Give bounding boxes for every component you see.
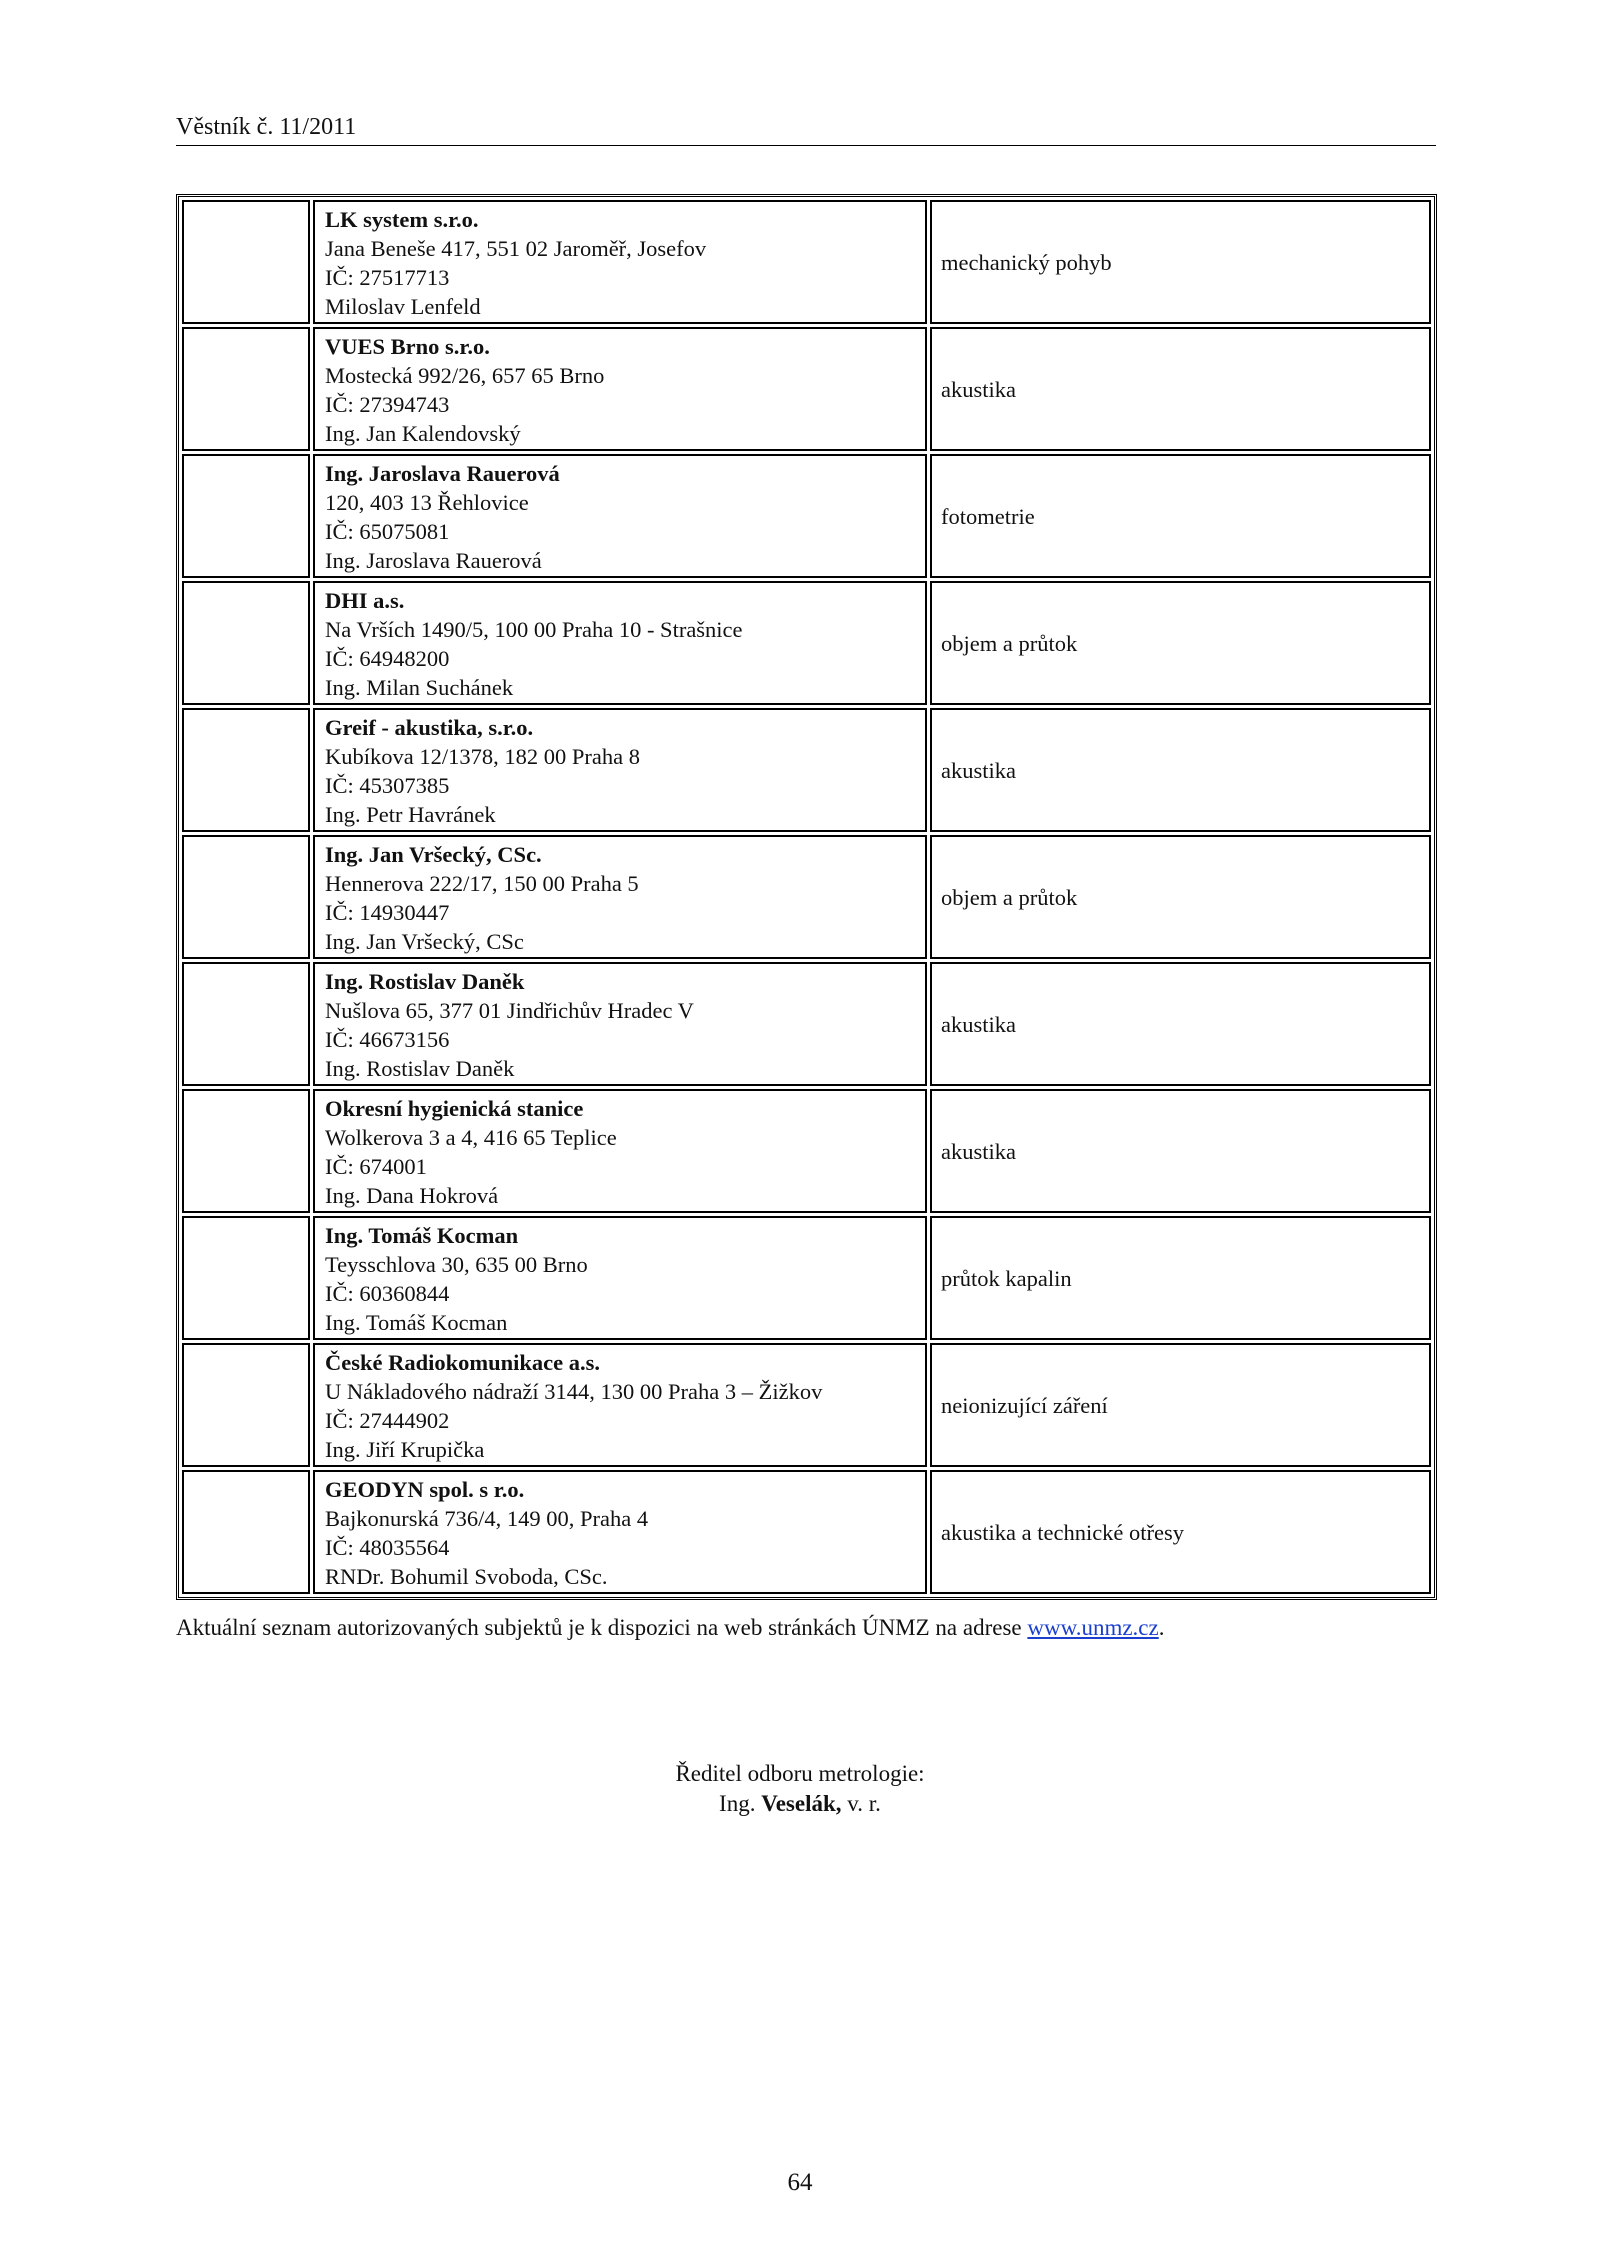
organization-cell — [313, 454, 927, 578]
organization-ic: IČ: 27394743 — [325, 392, 450, 417]
organization-name: Okresní hygienická stanice — [325, 1096, 584, 1121]
organization-cell — [313, 708, 927, 832]
empty-cell — [182, 1089, 310, 1213]
organization-cell — [313, 962, 927, 1086]
journal-title: Věstník č. 11/2011 — [176, 114, 357, 140]
measurement-field-cell: objem a průtok — [930, 835, 1431, 959]
empty-cell — [182, 454, 310, 578]
measurement-field-cell: mechanický pohyb — [930, 200, 1431, 324]
responsible-person: Ing. Dana Hokrová — [325, 1183, 499, 1208]
organization-address: Mostecká 992/26, 657 65 Brno — [325, 363, 605, 388]
signature-name-line — [0, 1789, 1600, 1819]
responsible-person: Ing. Jan Vršecký, CSc — [325, 929, 524, 954]
organization-address: Jana Beneše 417, 551 02 Jaroměř, Josefov — [325, 236, 707, 261]
table-row — [182, 1089, 1431, 1213]
organization-cell — [313, 581, 927, 705]
organization-cell — [313, 1216, 927, 1340]
organization-ic: IČ: 60360844 — [325, 1281, 450, 1306]
authorized-entities-table — [176, 194, 1437, 1600]
table-row — [182, 454, 1431, 578]
organization-ic: IČ: 64948200 — [325, 646, 450, 671]
note-suffix: . — [1158, 1615, 1165, 1640]
organization-name: Ing. Jaroslava Rauerová — [325, 461, 560, 486]
empty-cell — [182, 708, 310, 832]
empty-cell — [182, 1470, 310, 1594]
signature-prefix: Ing. — [719, 1791, 762, 1816]
responsible-person: Ing. Jiří Krupička — [325, 1437, 485, 1462]
organization-cell — [313, 1089, 927, 1213]
organization-address: Hennerova 222/17, 150 00 Praha 5 — [325, 871, 639, 896]
organization-name: České Radiokomunikace a.s. — [325, 1350, 601, 1375]
empty-cell — [182, 835, 310, 959]
organization-ic: IČ: 65075081 — [325, 519, 450, 544]
table-row — [182, 835, 1431, 959]
measurement-field-cell: akustika — [930, 327, 1431, 451]
measurement-field-cell: akustika a technické otřesy — [930, 1470, 1431, 1594]
organization-address: Teysschlova 30, 635 00 Brno — [325, 1252, 588, 1277]
organization-cell — [313, 835, 927, 959]
organization-name: LK system s.r.o. — [325, 207, 479, 232]
responsible-person: Ing. Jaroslava Rauerová — [325, 548, 542, 573]
organization-cell — [313, 1343, 927, 1467]
responsible-person: Ing. Jan Kalendovský — [325, 421, 521, 446]
organization-ic: IČ: 46673156 — [325, 1027, 450, 1052]
responsible-person: Ing. Tomáš Kocman — [325, 1310, 508, 1335]
organization-name: Ing. Rostislav Daněk — [325, 969, 525, 994]
table-row — [182, 708, 1431, 832]
signature-suffix: v. r. — [841, 1791, 881, 1816]
organization-address: Bajkonurská 736/4, 149 00, Praha 4 — [325, 1506, 649, 1531]
organization-address: Nušlova 65, 377 01 Jindřichův Hradec V — [325, 998, 694, 1023]
organization-address: 120, 403 13 Řehlovice — [325, 490, 529, 515]
measurement-field-cell: neionizující záření — [930, 1343, 1431, 1467]
organization-name: DHI a.s. — [325, 588, 405, 613]
note-text: Aktuální seznam autorizovaných subjektů je k dispozici na web stránkách ÚNMZ na adrese — [176, 1615, 1028, 1640]
organization-ic: IČ: 48035564 — [325, 1535, 450, 1560]
organization-ic: IČ: 27517713 — [325, 265, 450, 290]
organization-ic: IČ: 674001 — [325, 1154, 427, 1179]
measurement-field-cell: akustika — [930, 962, 1431, 1086]
organization-address: Na Vrších 1490/5, 100 00 Praha 10 - Strašnice — [325, 617, 743, 642]
measurement-field-cell: fotometrie — [930, 454, 1431, 578]
empty-cell — [182, 581, 310, 705]
organization-address: U Nákladového nádraží 3144, 130 00 Praha 3 – Žižkov — [325, 1379, 823, 1404]
signature-surname: Veselák, — [761, 1791, 842, 1816]
empty-cell — [182, 962, 310, 1086]
organization-name: Ing. Tomáš Kocman — [325, 1223, 519, 1248]
organization-cell — [313, 200, 927, 324]
empty-cell — [182, 1343, 310, 1467]
responsible-person: Ing. Milan Suchánek — [325, 675, 514, 700]
measurement-field-cell: akustika — [930, 1089, 1431, 1213]
organization-address: Wolkerova 3 a 4, 416 65 Teplice — [325, 1125, 617, 1150]
organization-name: Ing. Jan Vršecký, CSc. — [325, 842, 542, 867]
organization-cell — [313, 327, 927, 451]
organization-ic: IČ: 27444902 — [325, 1408, 450, 1433]
page-header — [176, 112, 1436, 146]
organization-ic: IČ: 14930447 — [325, 900, 450, 925]
signature-role: Ředitel odboru metrologie: — [675, 1761, 925, 1786]
organization-name: GEODYN spol. s r.o. — [325, 1477, 525, 1502]
table-row — [182, 962, 1431, 1086]
organization-name: VUES Brno s.r.o. — [325, 334, 490, 359]
responsible-person: Miloslav Lenfeld — [325, 294, 481, 319]
table-row — [182, 327, 1431, 451]
organization-cell — [313, 1470, 927, 1594]
organization-name: Greif - akustika, s.r.o. — [325, 715, 534, 740]
empty-cell — [182, 200, 310, 324]
measurement-field-cell: objem a průtok — [930, 581, 1431, 705]
unmz-link[interactable]: www.unmz.cz — [1027, 1615, 1159, 1640]
empty-cell — [182, 1216, 310, 1340]
measurement-field-cell: průtok kapalin — [930, 1216, 1431, 1340]
table-row — [182, 1343, 1431, 1467]
signature-block — [0, 1759, 1600, 1819]
responsible-person: Ing. Rostislav Daněk — [325, 1056, 515, 1081]
page-number: 64 — [787, 2169, 813, 2196]
organization-address: Kubíkova 12/1378, 182 00 Praha 8 — [325, 744, 640, 769]
responsible-person: Ing. Petr Havránek — [325, 802, 496, 827]
table-body — [182, 200, 1431, 1594]
table-row — [182, 1216, 1431, 1340]
empty-cell — [182, 327, 310, 451]
responsible-person: RNDr. Bohumil Svoboda, CSc. — [325, 1564, 608, 1589]
note-paragraph — [176, 1613, 1436, 1643]
measurement-field-cell: akustika — [930, 708, 1431, 832]
table-row — [182, 200, 1431, 324]
table-row — [182, 1470, 1431, 1594]
organization-ic: IČ: 45307385 — [325, 773, 450, 798]
table-row — [182, 581, 1431, 705]
